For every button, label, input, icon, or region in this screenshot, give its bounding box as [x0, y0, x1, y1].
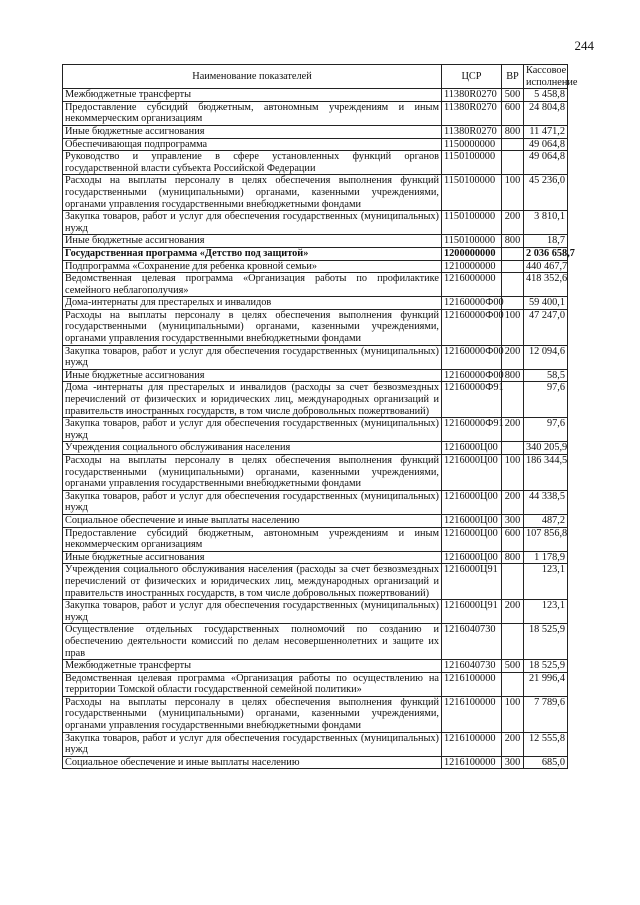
table-header-row [63, 65, 568, 89]
row-csr: 1216040730 [442, 624, 502, 660]
row-csr: 1216000Ц00 [442, 490, 502, 514]
row-amount: 487,2 [524, 514, 568, 527]
table-row [63, 101, 568, 125]
row-amount: 49 064,8 [524, 138, 568, 151]
row-csr: 1216000Ц00 [442, 551, 502, 564]
row-amount: 18 525,9 [524, 624, 568, 660]
row-name: Осуществление отдельных государственных полномочий по созданию и обеспечению деятельности комиссий по делам несовершеннолетних и защите их прав [63, 624, 442, 660]
table-row [63, 89, 568, 102]
row-name: Обеспечивающая подпрограмма [63, 138, 442, 151]
row-name: Закупка товаров, работ и услуг для обеспечения государственных (муниципальных) нужд [63, 211, 442, 235]
row-vr [502, 442, 524, 455]
row-csr: 1200000000 [442, 247, 502, 260]
header-name: Наименование показателей [63, 65, 442, 89]
row-vr: 100 [502, 696, 524, 732]
row-csr: 12160000Ф91 [442, 418, 502, 442]
row-vr [502, 297, 524, 310]
row-csr: 12160000Ф00 [442, 345, 502, 369]
row-csr: 1150100000 [442, 235, 502, 248]
header-csr: ЦСР [442, 65, 502, 89]
row-amount: 1 178,9 [524, 551, 568, 564]
row-amount: 18 525,9 [524, 660, 568, 673]
row-vr: 100 [502, 309, 524, 345]
row-amount: 12 555,8 [524, 732, 568, 756]
row-amount: 2 036 658,7 [524, 247, 568, 260]
row-csr: 1216000Ц00 [442, 442, 502, 455]
row-amount: 58,5 [524, 369, 568, 382]
row-amount: 7 789,6 [524, 696, 568, 732]
row-name: Предоставление субсидий бюджетным, автономным учреждениям и иным некоммерческим организациям [63, 527, 442, 551]
row-vr [502, 624, 524, 660]
table-row [63, 175, 568, 211]
row-name: Дома-интернаты для престарелых и инвалидов [63, 297, 442, 310]
table-row [63, 527, 568, 551]
row-amount: 3 810,1 [524, 211, 568, 235]
row-csr: 1216000Ц00 [442, 455, 502, 491]
row-name: Закупка товаров, работ и услуг для обеспечения государственных (муниципальных) нужд [63, 490, 442, 514]
row-vr: 300 [502, 514, 524, 527]
row-name: Социальное обеспечение и иные выплаты населению [63, 514, 442, 527]
row-vr: 200 [502, 211, 524, 235]
row-vr: 800 [502, 125, 524, 138]
row-amount: 186 344,5 [524, 455, 568, 491]
row-name: Руководство и управление в сфере установленных функций органов государственной власти субъекта Российской Федерации [63, 151, 442, 175]
row-csr: 1216000Ц91 [442, 600, 502, 624]
row-vr [502, 151, 524, 175]
row-name: Межбюджетные трансферты [63, 89, 442, 102]
row-name: Расходы на выплаты персоналу в целях обеспечения выполнения функций государственными (муниципальными) органами, казенными учреждениями, органами управления государственными внебюджетными фондами [63, 309, 442, 345]
row-name: Дома -интернаты для престарелых и инвалидов (расходы за счет безвозмездных перечислений от физических и юридических лиц, международных организаций и правительств иностранных государств, в том числе добровольных пожертвований) [63, 382, 442, 418]
row-vr [502, 672, 524, 696]
row-vr [502, 138, 524, 151]
row-csr: 12160000Ф00 [442, 369, 502, 382]
table-row [63, 211, 568, 235]
table-row [63, 247, 568, 260]
row-name: Предоставление субсидий бюджетным, автономным учреждениям и иным некоммерческим организациям [63, 101, 442, 125]
table-row [63, 551, 568, 564]
row-name: Иные бюджетные ассигнования [63, 551, 442, 564]
row-amount: 97,6 [524, 382, 568, 418]
table-row [63, 672, 568, 696]
table-row [63, 442, 568, 455]
row-vr: 800 [502, 369, 524, 382]
row-csr: 1150100000 [442, 211, 502, 235]
row-amount: 440 467,7 [524, 260, 568, 273]
row-name: Подпрограмма «Сохранение для ребенка кровной семьи» [63, 260, 442, 273]
row-csr: 11380R0270 [442, 89, 502, 102]
row-name: Ведомственная целевая программа «Организация работы по осуществлению на территории Томской области государственной семейной политики» [63, 672, 442, 696]
row-csr: 1216100000 [442, 756, 502, 769]
row-vr [502, 564, 524, 600]
row-amount: 24 804,8 [524, 101, 568, 125]
table-row [63, 382, 568, 418]
table-row [63, 369, 568, 382]
row-vr: 200 [502, 418, 524, 442]
row-amount: 11 471,2 [524, 125, 568, 138]
row-vr: 200 [502, 732, 524, 756]
row-amount: 107 856,8 [524, 527, 568, 551]
row-amount: 685,0 [524, 756, 568, 769]
row-vr: 200 [502, 600, 524, 624]
row-vr: 500 [502, 660, 524, 673]
row-name: Ведомственная целевая программа «Организация работы по профилактике семейного неблагополучия» [63, 273, 442, 297]
row-amount: 49 064,8 [524, 151, 568, 175]
row-name: Учреждения социального обслуживания населения (расходы за счет безвозмездных перечислений от физических и юридических лиц, международных организаций и правительств иностранных государств, в том числе добровольных пожертвований) [63, 564, 442, 600]
table-row [63, 624, 568, 660]
row-name: Закупка товаров, работ и услуг для обеспечения государственных (муниципальных) нужд [63, 345, 442, 369]
table-row [63, 260, 568, 273]
row-amount: 340 205,9 [524, 442, 568, 455]
header-amount: Кассовое исполнение [524, 65, 568, 89]
table-row [63, 756, 568, 769]
table-row [63, 600, 568, 624]
table-row [63, 235, 568, 248]
row-csr: 1210000000 [442, 260, 502, 273]
row-amount: 123,1 [524, 600, 568, 624]
row-vr: 300 [502, 756, 524, 769]
table-row [63, 125, 568, 138]
row-name: Закупка товаров, работ и услуг для обеспечения государственных (муниципальных) нужд [63, 732, 442, 756]
row-csr: 1150100000 [442, 175, 502, 211]
row-name: Расходы на выплаты персоналу в целях обеспечения выполнения функций государственными (муниципальными) органами, казенными учреждениями, органами управления государственными внебюджетными фондами [63, 696, 442, 732]
table-row [63, 297, 568, 310]
row-amount: 97,6 [524, 418, 568, 442]
row-csr: 1216100000 [442, 672, 502, 696]
budget-table [62, 64, 578, 769]
table-row [63, 732, 568, 756]
row-vr: 200 [502, 345, 524, 369]
table-row [63, 455, 568, 491]
row-vr [502, 382, 524, 418]
row-vr: 800 [502, 551, 524, 564]
row-csr: 11380R0270 [442, 125, 502, 138]
table-row [63, 151, 568, 175]
table-row [63, 514, 568, 527]
row-csr: 1216100000 [442, 732, 502, 756]
row-vr [502, 273, 524, 297]
table-row [63, 138, 568, 151]
row-name: Расходы на выплаты персоналу в целях обеспечения выполнения функций государственными (муниципальными) органами, казенными учреждениями, органами управления государственными внебюджетными фондами [63, 175, 442, 211]
row-amount: 47 247,0 [524, 309, 568, 345]
page-number: 244 [574, 38, 594, 53]
row-csr: 1216040730 [442, 660, 502, 673]
row-vr: 600 [502, 101, 524, 125]
row-name: Межбюджетные трансферты [63, 660, 442, 673]
row-vr: 600 [502, 527, 524, 551]
row-vr: 200 [502, 490, 524, 514]
header-vr: ВР [502, 65, 524, 89]
table-row [63, 490, 568, 514]
row-csr: 1216000Ц00 [442, 527, 502, 551]
row-name: Социальное обеспечение и иные выплаты населению [63, 756, 442, 769]
row-csr: 11380R0270 [442, 101, 502, 125]
table-row [63, 273, 568, 297]
row-vr [502, 260, 524, 273]
row-csr: 1216000000 [442, 273, 502, 297]
row-csr: 12160000Ф00 [442, 297, 502, 310]
table-row [63, 564, 568, 600]
table-row [63, 345, 568, 369]
row-name: Учреждения социального обслуживания населения [63, 442, 442, 455]
row-amount: 123,1 [524, 564, 568, 600]
row-vr [502, 247, 524, 260]
row-name: Иные бюджетные ассигнования [63, 369, 442, 382]
row-csr: 12160000Ф91 [442, 382, 502, 418]
row-csr: 1216100000 [442, 696, 502, 732]
row-name: Закупка товаров, работ и услуг для обеспечения государственных (муниципальных) нужд [63, 418, 442, 442]
row-amount: 44 338,5 [524, 490, 568, 514]
row-vr: 100 [502, 455, 524, 491]
table-row [63, 418, 568, 442]
row-csr: 12160000Ф00 [442, 309, 502, 345]
row-csr: 1150000000 [442, 138, 502, 151]
row-amount: 418 352,6 [524, 273, 568, 297]
row-amount: 5 458,8 [524, 89, 568, 102]
row-name: Расходы на выплаты персоналу в целях обеспечения выполнения функций государственными (муниципальными) органами, казенными учреждениями, органами управления государственными внебюджетными фондами [63, 455, 442, 491]
row-name: Иные бюджетные ассигнования [63, 235, 442, 248]
row-vr: 800 [502, 235, 524, 248]
row-vr: 500 [502, 89, 524, 102]
row-csr: 1150100000 [442, 151, 502, 175]
row-amount: 45 236,0 [524, 175, 568, 211]
row-amount: 21 996,4 [524, 672, 568, 696]
row-name: Закупка товаров, работ и услуг для обеспечения государственных (муниципальных) нужд [63, 600, 442, 624]
table-body [63, 89, 575, 769]
row-name: Государственная программа «Детство под защитой» [63, 247, 442, 260]
row-name: Иные бюджетные ассигнования [63, 125, 442, 138]
table-row [63, 309, 568, 345]
row-amount: 18,7 [524, 235, 568, 248]
row-amount: 12 094,6 [524, 345, 568, 369]
row-csr: 1216000Ц00 [442, 514, 502, 527]
row-vr: 100 [502, 175, 524, 211]
table-row [63, 660, 568, 673]
row-csr: 1216000Ц91 [442, 564, 502, 600]
row-amount: 59 400,1 [524, 297, 568, 310]
table-row [63, 696, 568, 732]
